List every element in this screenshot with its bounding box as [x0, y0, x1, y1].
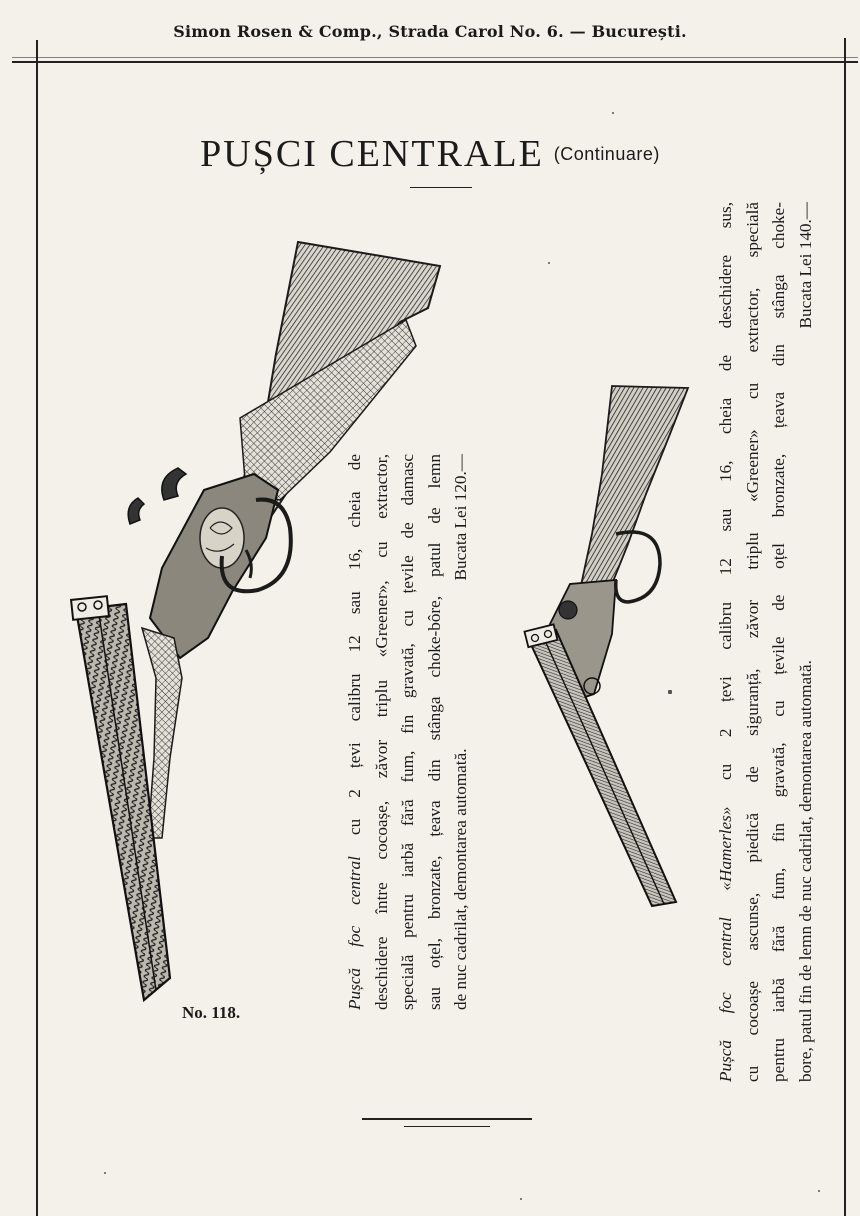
desc-line: Pușcă foc central cu 2 țevi calibru 12 sau 16, cheia de: [345, 454, 364, 1010]
item-118-price: Bucata Lei 120.—: [451, 454, 470, 581]
bottom-rule-short: [404, 1126, 490, 1127]
paper-speck: [818, 1190, 820, 1192]
bottom-rule-long: [362, 1118, 532, 1120]
title-underline: [410, 187, 472, 188]
item-118-description: [342, 454, 475, 1010]
desc-line: deschidere între cocoașe, zăvor triplu «Greener», cu extractor,: [371, 454, 391, 1010]
header-text: Simon Rosen & Comp., Strada Carol No. 6. — București.: [173, 22, 687, 41]
desc-line: Pușcă foc central «Hamerles» cu 2 țevi calibru 12 sau 16, cheia de deschidere sus,: [716, 202, 735, 1082]
item-118-caption: No. 118.: [182, 1003, 241, 1022]
title-sub: (Continuare): [553, 144, 660, 164]
desc-line: bore, patul fin de lemn de nuc cadrilat, demontarea automată. Bucata Lei 140.—: [793, 202, 820, 1082]
paper-speck: [668, 690, 672, 694]
desc-line: de nuc cadrilat, demontarea automată. Bucata Lei 120.—: [448, 454, 475, 1010]
paper-speck: [104, 1172, 106, 1174]
item-hammerless-price: Bucata Lei 140.—: [795, 202, 815, 329]
shotgun-hammerless-illustration: [520, 384, 700, 910]
page-title: [0, 132, 860, 176]
desc-line: sau oțel, bronzate, țeava din stânga choke-bôre, patul de lemn: [424, 454, 444, 1010]
header-rule: [12, 61, 858, 63]
item-hammerless-description: [713, 202, 819, 1082]
paper-speck: [612, 112, 614, 114]
desc-line: pentru iarbă fără fum, fin gravată, cu țevile de oțel bronzate, țeava din stânga choke-: [769, 202, 788, 1082]
desc-line: specială pentru iarbă fără fum, fin gravată, cu țevile de damasc: [398, 454, 417, 1010]
paper-speck: [548, 262, 550, 264]
paper-speck: [520, 1198, 522, 1200]
desc-line: cu cocoașe ascunse, piedică de siguranță, zăvor triplu «Greener» cu extractor, specială: [742, 202, 762, 1082]
right-border: [844, 38, 846, 1216]
title-main: PUȘCI CENTRALE: [200, 133, 544, 175]
header-rule-thin: [12, 57, 858, 58]
left-border: [36, 40, 38, 1216]
